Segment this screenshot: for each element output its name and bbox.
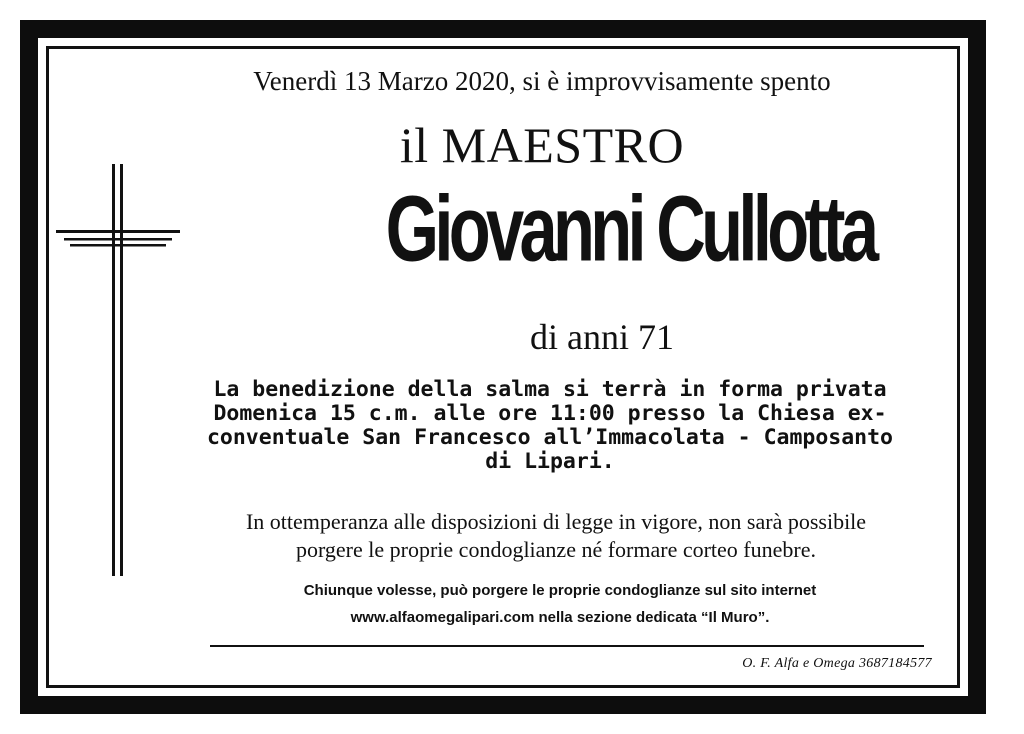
online-condolences-line: Chiunque volesse, può porgere le proprie condoglianze sul sito internet [303, 582, 817, 599]
legal-notice-line: porgere le proprie condoglianze né formare corteo funebre. [295, 537, 816, 562]
deceased-age: di anni 71 [530, 317, 674, 357]
online-condolences-website: www.alfaomegalipari.com nella sezione dedicata “Il Muro”. [350, 609, 770, 626]
death-announcement-intro: Venerdì 13 Marzo 2020, si è improvvisamente spento [253, 66, 831, 96]
honorific-title: il MAESTRO [399, 117, 685, 173]
ceremony-line: La benedizione della salma si terrà in forma privata [213, 377, 887, 402]
ceremony-details [160, 378, 940, 474]
ceremony-line: Domenica 15 c.m. alle ore 11:00 presso la Chiesa ex- [213, 401, 887, 426]
deceased-name: Giovanni Cullotta [385, 176, 875, 281]
ceremony-line: conventuale San Francesco all’Immacolata - Camposanto [206, 425, 894, 450]
signature-divider [210, 645, 924, 647]
legal-notice-line: In ottemperanza alle disposizioni di legge in vigore, non sarà possibile [245, 509, 867, 534]
legal-notice [150, 508, 962, 564]
funeral-home-signature: O. F. Alfa e Omega 3687184577 [742, 656, 932, 671]
ceremony-line: di Lipari. [485, 449, 615, 474]
